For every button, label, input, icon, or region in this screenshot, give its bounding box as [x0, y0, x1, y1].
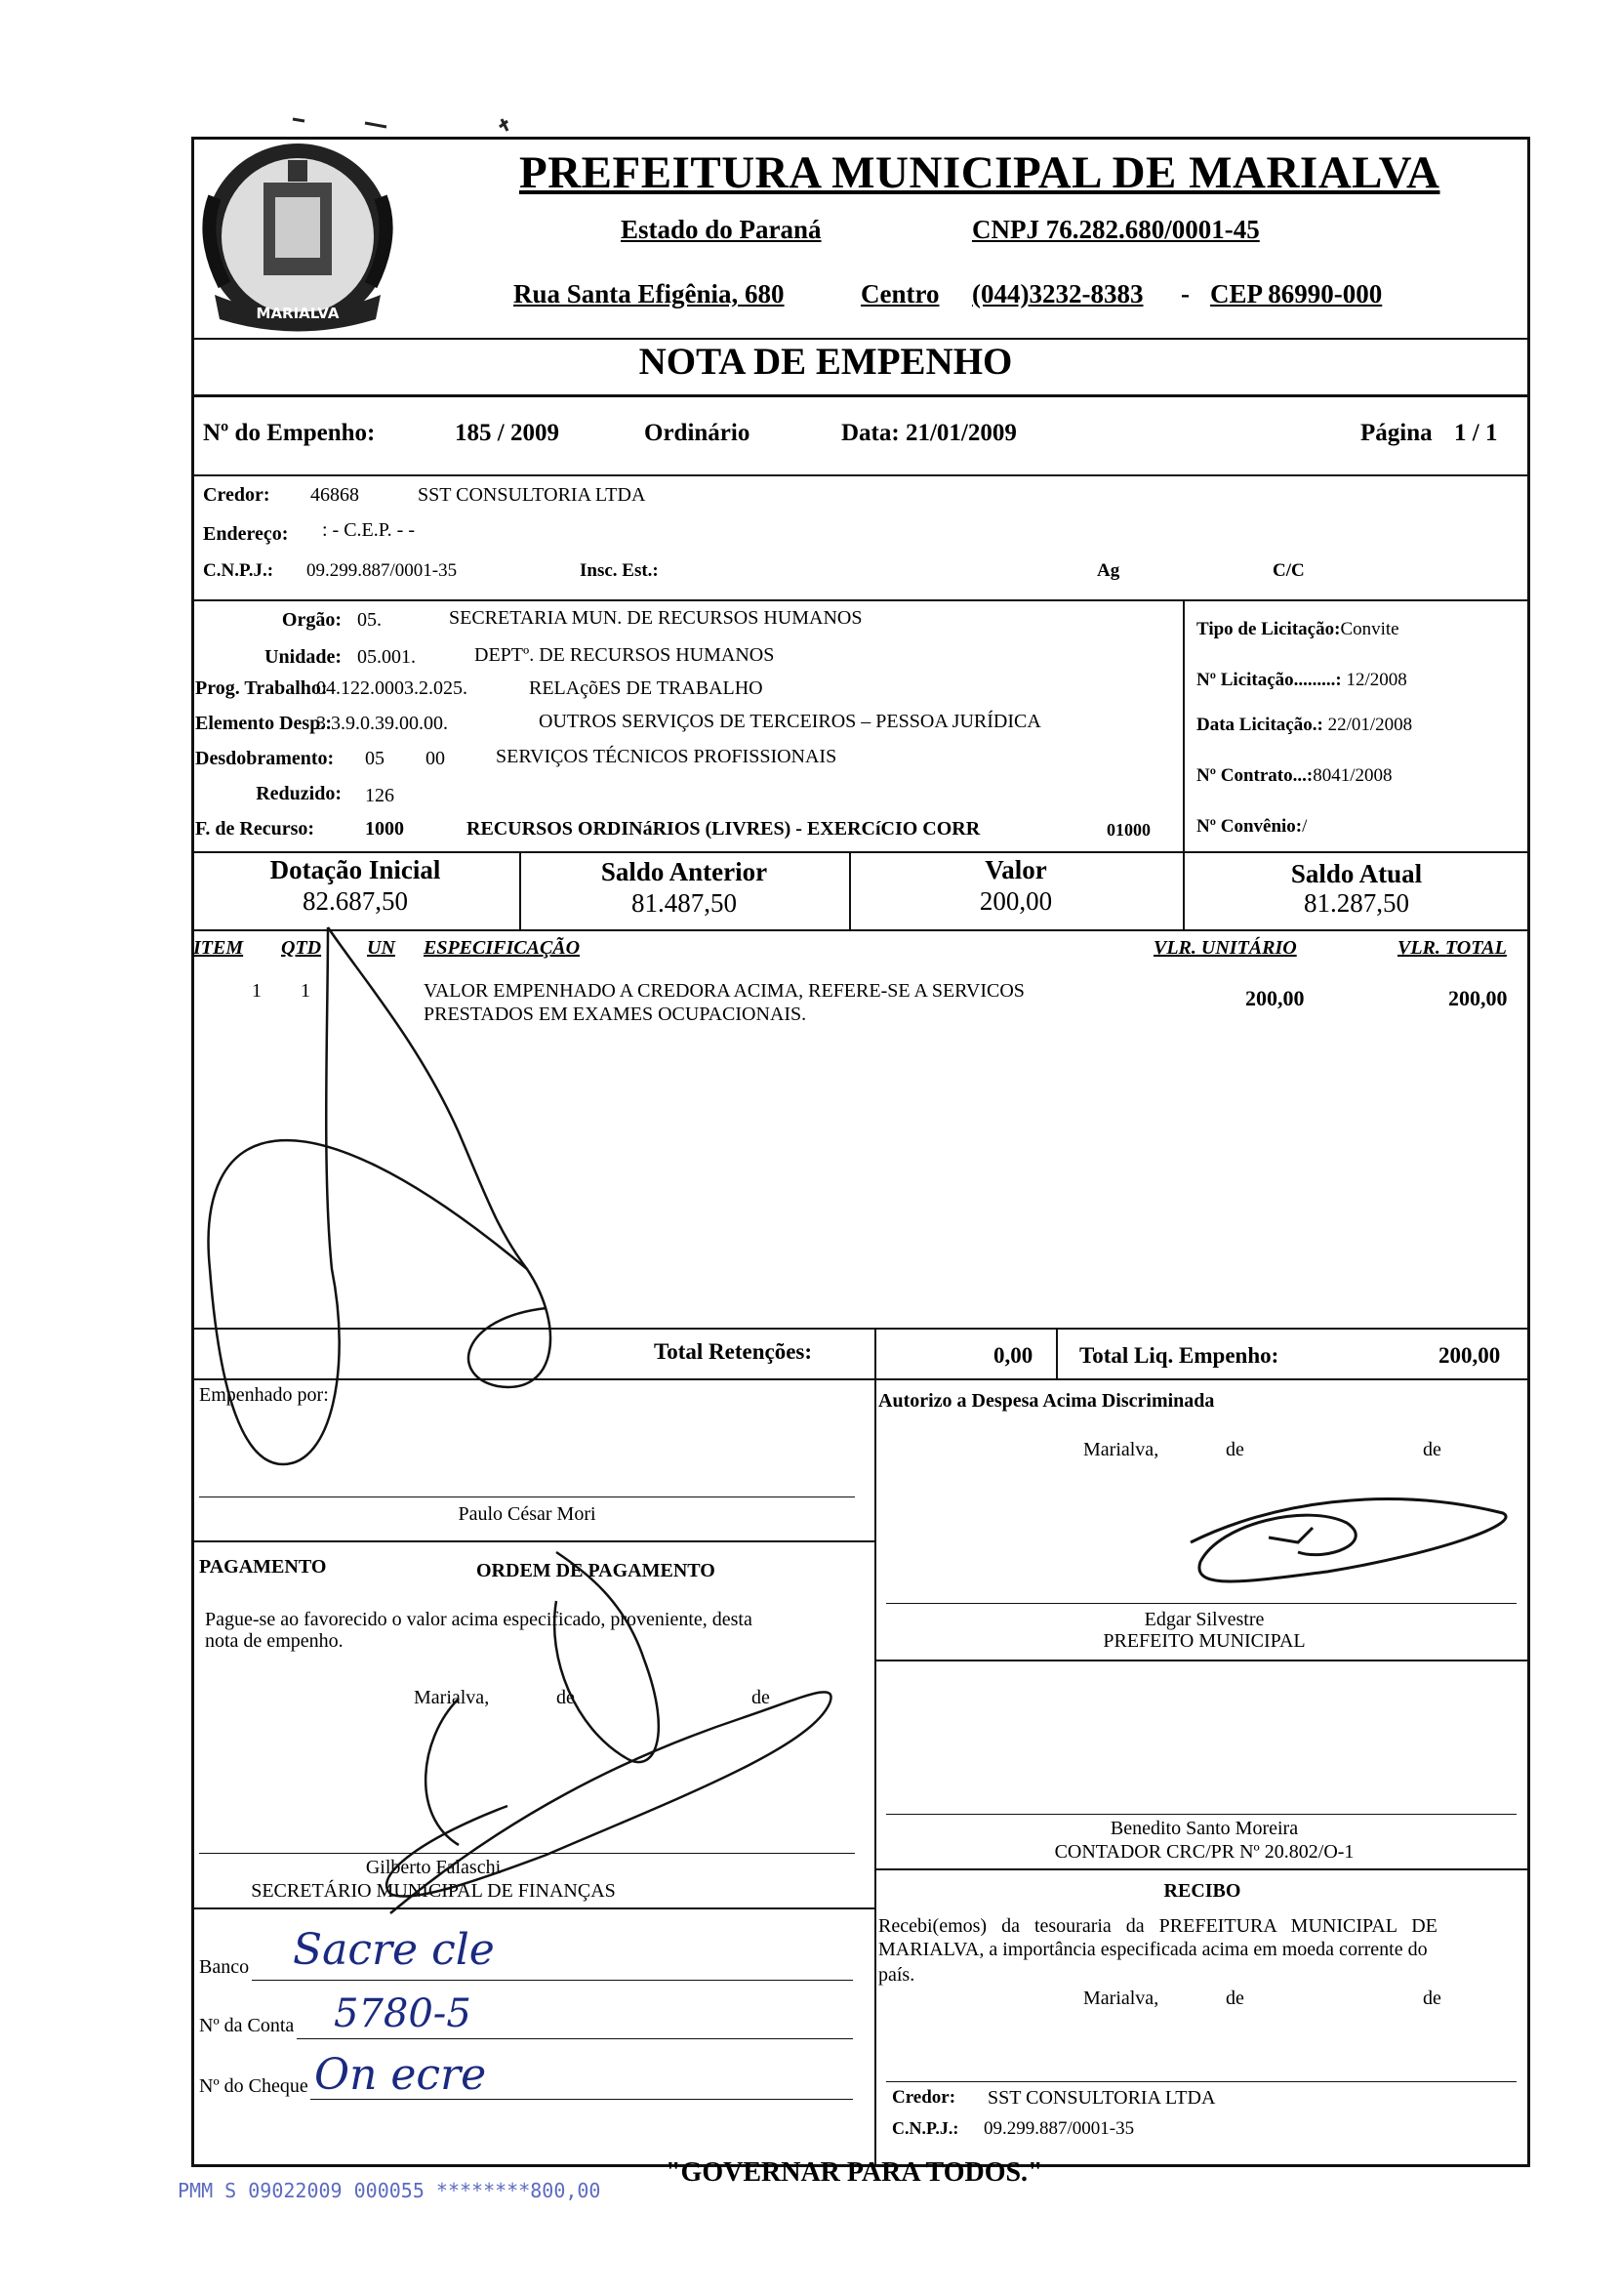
credor-label: Credor: — [203, 484, 270, 506]
pagamento-label: PAGAMENTO — [199, 1556, 327, 1578]
pagamento-text-2: nota de empenho. — [205, 1630, 344, 1652]
autorizo-place: Marialva, — [1083, 1439, 1159, 1460]
seal-text: MARIALVA — [256, 305, 340, 322]
item-unit-value: 200,00 — [1245, 986, 1305, 1010]
page-label: Página — [1360, 420, 1433, 446]
pagamento-role: SECRETÁRIO MUNICIPAL DE FINANÇAS — [251, 1880, 616, 1902]
pagamento-text-1: Pague-se ao favorecido o valor acima especificado, proveniente, desta — [205, 1609, 752, 1630]
empenhado-por-label: Empenhado por: — [199, 1384, 329, 1406]
saldo-atual-value: 81.287,50 — [1304, 888, 1409, 918]
item-col-header: ITEM — [193, 937, 244, 959]
pagamento-de-2: de — [751, 1687, 770, 1708]
item-number: 1 — [252, 980, 262, 1002]
total-retencoes-label: Total Retenções: — [654, 1339, 813, 1364]
recurso-label: F. de Recurso: — [195, 818, 315, 840]
header-title: PREFEITURA MUNICIPAL DE MARIALVA — [519, 147, 1440, 198]
header-dash: - — [1181, 279, 1190, 308]
recibo-place: Marialva, — [1083, 1988, 1159, 2009]
header-district: Centro — [861, 279, 940, 308]
recibo-cnpj: 09.299.887/0001-35 — [984, 2118, 1135, 2139]
empenho-number-label: Nº do Empenho: — [203, 420, 376, 446]
reduzido-value: 126 — [365, 785, 394, 806]
prog-name: RELAçõES DE TRABALHO — [529, 677, 763, 699]
autorizo-role: PREFEITO MUNICIPAL — [1103, 1630, 1306, 1652]
prog-code: 04.122.0003.2.025. — [316, 677, 467, 699]
qtd-col-header: QTD — [281, 937, 322, 959]
conta-value: 5780-5 — [334, 1991, 471, 2036]
contrato-num: 8041/2008 — [1313, 765, 1393, 786]
page-number: 1 / 1 — [1454, 420, 1498, 446]
autorizo-de-1: de — [1226, 1439, 1244, 1460]
cc-label: C/C — [1273, 560, 1305, 581]
total-liq-label: Total Liq. Empenho: — [1079, 1343, 1279, 1368]
credor-code: 46868 — [310, 484, 359, 506]
licitacao-tipo-label: Tipo de Licitação:Convite — [1196, 619, 1399, 639]
recibo-text-1: Recebi(emos) da tesouraria da PREFEITURA MUNICIPAL DE — [878, 1915, 1438, 1937]
autorizo-name: Edgar Silvestre — [1144, 1609, 1265, 1630]
elemento-name: OUTROS SERVIÇOS DE TERCEIROS – PESSOA JURÍDICA — [539, 711, 1041, 732]
pagamento-place: Marialva, — [414, 1687, 490, 1708]
empenho-date: Data: 21/01/2009 — [841, 420, 1017, 446]
recibo-de-1: de — [1226, 1988, 1244, 2009]
dotacao-inicial-value: 82.687,50 — [303, 886, 408, 916]
recurso-number: 01000 — [1107, 820, 1151, 840]
un-col-header: UN — [367, 937, 395, 959]
saldo-anterior-label: Saldo Anterior — [600, 857, 768, 886]
banco-value: Sacre cle — [293, 1925, 495, 1975]
header-state: Estado do Paraná — [621, 215, 822, 244]
unidade-name: DEPTº. DE RECURSOS HUMANOS — [474, 644, 775, 666]
orgao-label: Orgão: — [281, 609, 342, 631]
convenio-num: / — [1302, 816, 1308, 837]
convenio-label: Nº Convênio:/ — [1196, 816, 1308, 837]
empenho-number: 185 / 2009 — [455, 420, 559, 446]
unidade-label: Unidade: — [264, 646, 342, 668]
desdobramento-label: Desdobramento: — [195, 748, 335, 769]
footer-motto: "GOVERNAR PARA TODOS." — [666, 2157, 1043, 2188]
header-address: Rua Santa Efigênia, 680 — [513, 279, 785, 308]
total-liq-value: 200,00 — [1438, 1343, 1501, 1368]
credor-cnpj: 09.299.887/0001-35 — [306, 560, 458, 581]
valor-label: Valor — [985, 855, 1047, 884]
licitacao-data-label: Data Licitação.: 22/01/2008 — [1196, 715, 1413, 735]
autorizo-de-2: de — [1423, 1439, 1441, 1460]
total-col-header: VLR. TOTAL — [1397, 937, 1507, 959]
contador-role: CONTADOR CRC/PR Nº 20.802/O-1 — [1054, 1841, 1355, 1863]
desdobramento-name: SERVIÇOS TÉCNICOS PROFISSIONAIS — [496, 746, 837, 767]
item-qtd: 1 — [301, 980, 310, 1002]
orgao-name: SECRETARIA MUN. DE RECURSOS HUMANOS — [449, 607, 863, 629]
autorizo-label: Autorizo a Despesa Acima Discriminada — [878, 1390, 1215, 1412]
contador-name: Benedito Santo Moreira — [1110, 1818, 1299, 1839]
licitacao-data: 22/01/2008 — [1327, 715, 1413, 735]
recurso-code: 1000 — [365, 818, 404, 840]
elemento-label: Elemento Desp.: — [195, 713, 332, 734]
recibo-text-2: MARIALVA, a importância especificada acima em moeda corrente do — [878, 1939, 1428, 1960]
licitacao-num-label: Nº Licitação.........: 12/2008 — [1196, 670, 1407, 690]
licitacao-tipo: Convite — [1340, 619, 1399, 639]
conta-label: Nº da Conta — [199, 2015, 295, 2036]
credor-cnpj-label: C.N.P.J.: — [203, 560, 274, 581]
banco-label: Banco — [199, 1956, 250, 1978]
empenho-type: Ordinário — [644, 420, 750, 446]
desdobramento-b: 00 — [425, 748, 445, 769]
doc-title: NOTA DE EMPENHO — [638, 341, 1013, 383]
ordem-pagamento-label: ORDEM DE PAGAMENTO — [476, 1560, 715, 1581]
cheque-label: Nº do Cheque — [199, 2075, 308, 2097]
unidade-code: 05.001. — [357, 646, 416, 668]
credor-name: SST CONSULTORIA LTDA — [418, 484, 646, 506]
item-description-line-2: PRESTADOS EM EXAMES OCUPACIONAIS. — [424, 1004, 807, 1025]
recibo-credor: SST CONSULTORIA LTDA — [988, 2087, 1216, 2109]
pagamento-name: Gilberto Falaschi — [365, 1857, 502, 1878]
endereco-label: Endereço: — [203, 523, 289, 545]
pagamento-de-1: de — [556, 1687, 575, 1708]
endereco-value: : - C.E.P. - - — [322, 519, 415, 541]
total-retencoes-value: 0,00 — [993, 1343, 1033, 1368]
cheque-value: On ecre — [314, 2050, 487, 2100]
ag-label: Ag — [1097, 560, 1120, 581]
licitacao-num: 12/2008 — [1346, 670, 1407, 690]
unit-col-header: VLR. UNITÁRIO — [1154, 937, 1297, 959]
header-cep: CEP 86990-000 — [1210, 279, 1383, 308]
recibo-credor-label: Credor: — [892, 2087, 956, 2108]
header-phone: (044)3232-8383 — [972, 279, 1144, 308]
item-total-value: 200,00 — [1448, 986, 1508, 1010]
stamp-text: PMM S 09022009 000055 ********800,00 — [178, 2179, 601, 2202]
recibo-cnpj-label: C.N.P.J.: — [892, 2118, 959, 2138]
reduzido-label: Reduzido: — [256, 783, 342, 804]
header-cnpj: CNPJ 76.282.680/0001-45 — [972, 215, 1260, 244]
pen-mark-icon — [293, 119, 507, 131]
municipal-seal-icon — [195, 139, 400, 339]
recibo-de-2: de — [1423, 1988, 1441, 2009]
recurso-name: RECURSOS ORDINáRIOS (LIVRES) - EXERCíCIO CORR — [466, 818, 981, 840]
insc-est-label: Insc. Est.: — [580, 560, 659, 581]
recibo-text-3: país. — [878, 1964, 915, 1986]
prog-label: Prog. Trabalho: — [195, 677, 328, 699]
contrato-label: Nº Contrato...:8041/2008 — [1196, 765, 1393, 786]
saldo-anterior-value: 81.487,50 — [631, 888, 737, 918]
recibo-title: RECIBO — [1163, 1880, 1241, 1902]
empenhado-por-name: Paulo César Mori — [458, 1503, 596, 1525]
orgao-code: 05. — [357, 609, 382, 631]
valor-value: 200,00 — [979, 886, 1053, 916]
saldo-atual-label: Saldo Atual — [1290, 859, 1423, 888]
elemento-code: 3.3.9.0.39.00.00. — [316, 713, 448, 734]
dotacao-inicial-label: Dotação Inicial — [269, 855, 441, 884]
desdobramento-a: 05 — [365, 748, 385, 769]
espec-col-header: ESPECIFICAÇÃO — [424, 937, 581, 959]
item-description-line-1: VALOR EMPENHADO A CREDORA ACIMA, REFERE-SE A SERVICOS — [424, 980, 1025, 1002]
